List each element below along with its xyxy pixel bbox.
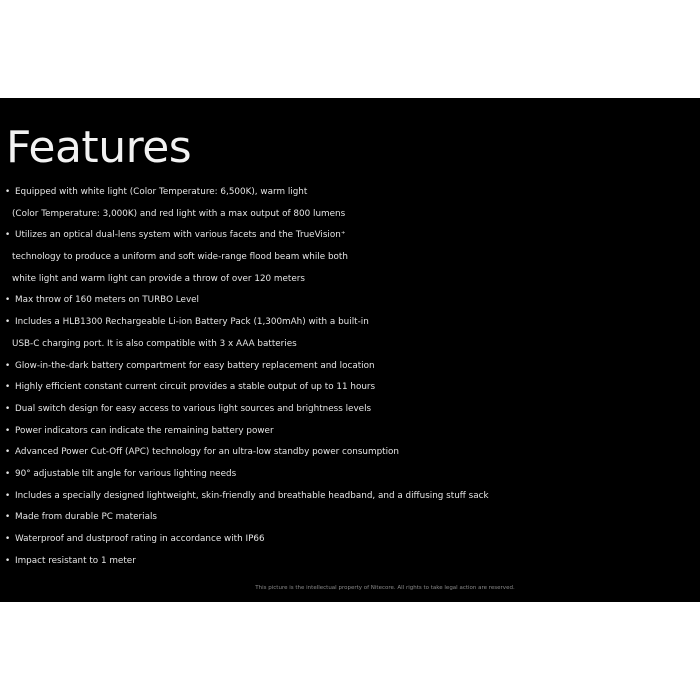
bullet-glyph: • [5,403,11,414]
bullet-glyph: • [5,555,11,566]
feature-line [5,486,695,508]
feature-line-continued [5,334,695,356]
feature-text: Power indicators can indicate the remaining battery power [15,425,274,436]
features-panel [0,98,700,602]
feature-text: technology to produce a uniform and soft wide-range flood beam while both [12,252,348,263]
feature-text: Includes a HLB1300 Rechargeable Li-ion Battery Pack (1,300mAh) with a built-in [15,317,369,328]
feature-text: Dual switch design for easy access to various light sources and brightness levels [15,403,372,414]
feature-line [5,312,695,334]
feature-line-continued [5,204,695,226]
feature-text: Equipped with white light (Color Temperature: 6,500K), warm light [15,187,308,197]
feature-text: (Color Temperature: 3,000K) and red light with a max output of 800 lumens [12,208,346,219]
feature-text: Includes a specially designed lightweight, skin-friendly and breathable headband, and a diffusing stuff sack [15,490,489,501]
feature-text: USB-C charging port. It is also compatible with 3 x AAA batteries [12,338,297,349]
feature-text: Advanced Power Cut-Off (APC) technology for an ultra-low standby power consumption [15,447,400,458]
bullet-glyph: • [5,534,11,544]
bullet-glyph: • [5,295,11,306]
feature-line [5,421,695,443]
feature-text: Waterproof and dustproof rating in accordance with IP66 [15,534,265,544]
feature-text: Made from durable PC materials [15,512,157,523]
feature-text: white light and warm light can provide a throw of over 120 meters [12,273,305,284]
feature-line [5,507,695,529]
feature-text: Highly efficient constant current circuit provides a stable output of up to 11 hours [15,382,376,393]
copyright-notice: This picture is the intellectual property of Nitecore. All rights to take legal action are reserved. [255,585,515,591]
features-list [5,182,695,572]
feature-line [5,182,695,204]
feature-line [5,225,695,247]
bullet-glyph: • [5,360,11,371]
feature-text: Max throw of 160 meters on TURBO Level [15,295,200,306]
bullet-glyph: • [5,447,11,458]
feature-line [5,529,695,551]
feature-text: Utilizes an optical dual-lens system with various facets and the TrueVision⁺ [15,230,346,241]
feature-line [5,399,695,421]
feature-line [5,551,695,573]
bullet-glyph: • [5,425,11,436]
feature-line [5,377,695,399]
feature-line [5,442,695,464]
bullet-glyph: • [5,512,11,523]
bullet-glyph: • [5,230,11,241]
feature-text: 90° adjustable tilt angle for various lighting needs [15,468,237,479]
feature-text: Impact resistant to 1 meter [15,555,136,566]
feature-text: Glow-in-the-dark battery compartment for easy battery replacement and location [15,360,375,371]
feature-line-continued [5,247,695,269]
bullet-glyph: • [5,187,11,197]
feature-line-continued [5,269,695,291]
bullet-glyph: • [5,317,11,328]
bullet-glyph: • [5,490,11,501]
feature-line [5,464,695,486]
page-title: Features [6,122,192,173]
bullet-glyph: • [5,468,11,479]
feature-line [5,356,695,378]
bullet-glyph: • [5,382,11,393]
feature-line [5,290,695,312]
